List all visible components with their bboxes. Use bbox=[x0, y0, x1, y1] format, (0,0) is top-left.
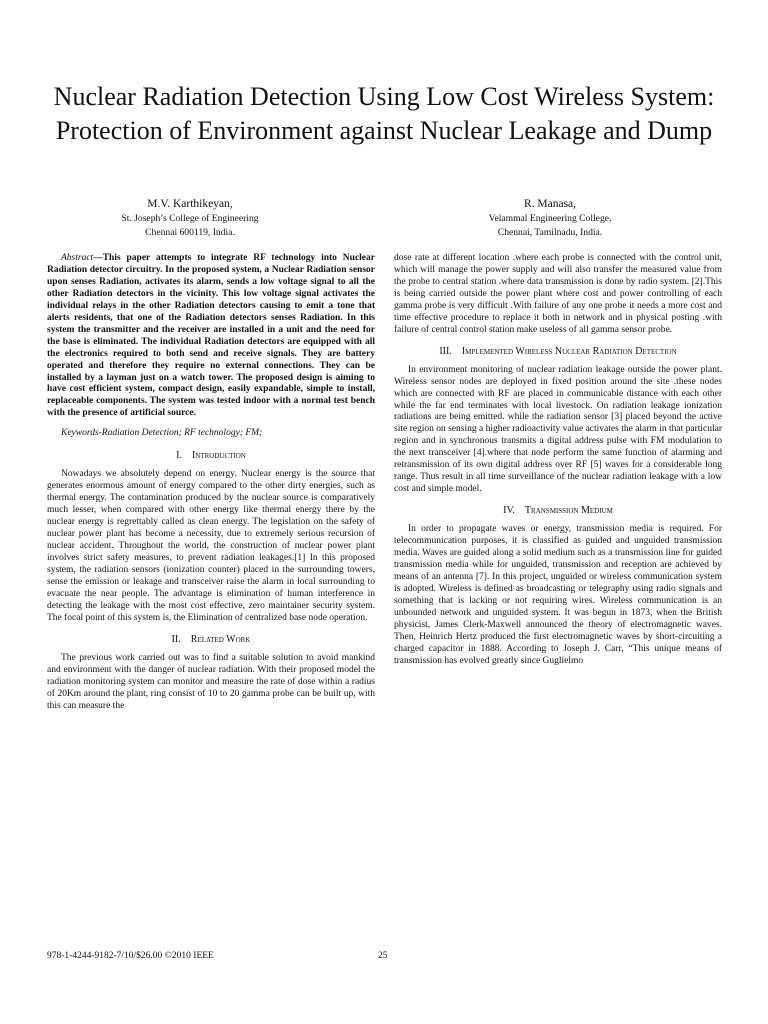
section-number: II. bbox=[171, 633, 181, 645]
section-heading-implemented bbox=[394, 346, 722, 358]
keywords: Keywords-Radiation Detection; RF technology; FM; bbox=[61, 428, 263, 439]
author-affiliation: Velammal Engineering College, bbox=[488, 213, 612, 224]
section-title: Transmission Medium bbox=[524, 505, 613, 517]
paragraph-related-work-continued: dose rate at different location .where each probe is connected with the control unit, which will manage the power supply and will also transfer the measured value from the probe to central station .where data transmission is done by radio system. [2].This is being carried outside the power plant where cost and power controlling of each gamma probe is very difficult .With failure of any one probe it needs a more cost and time effective procedure to replace it both in network and in physical posting .with failure of central control station make useless of all gamma sensor probe. bbox=[394, 253, 722, 335]
section-title: Introduction bbox=[191, 450, 246, 462]
page-number: 25 bbox=[378, 951, 388, 961]
author-2 bbox=[400, 197, 700, 239]
paragraph-introduction: Nowadays we absolutely depend on energy. Nuclear energy is the source that generates enormous amount of energy compared to the other dirty energies, such as thermal energy. The contamination produced by the nuclear source is comparatively much lesser, when compared with other energy like thermal energy there by the nuclear energy is regrettably called as clean energy. The legislation on the safety of nuclear power plant has become a necessity, due to extremely serious recursion of nuclear accident. Throughout the world, the construction of nuclear power plant involves strict safety measures, to prevent radiation leakages.[1] In this proposed system, the radiation sensors (ionization counter) placed in the surrounding towers, sense the emission or leakage and transceiver raise the alarm in local surrounding to evacuate the near people. The advantage is elimination of human interference in detecting the leakage with the most cost effective, zero maintainer security system. The focal point of this system is, the Elimination of centralized base node operation. bbox=[47, 469, 375, 623]
author-1 bbox=[40, 197, 340, 239]
right-column bbox=[394, 253, 722, 674]
author-location: Chennai, Tamilnadu, India. bbox=[497, 226, 603, 238]
section-number: IV. bbox=[503, 505, 515, 517]
abstract-text: —This paper attempts to integrate RF technology into Nuclear Radiation detector circuitry. In the proposed system, a Nuclear Radiation sensor upon senses Radiation, activates its alarm, sends a low voltage signal to all the other Radiation detectors in the vicinity. This low voltage signal activates the individual relays in the other Radiation detectors causing to emit a tone that alerts residents, that one of the Radiation detectors senses Radiation. In this system the transmitter and the receiver are installed in a unit and the need for the base is eliminated. The individual Radiation detectors are equipped with all the electronics required to both send and receive signals. They are battery operated and therefore they require no external connections. They can be installed by a layman just on a watch tower. The proposed design is aiming to have cost efficient system, compact design, easily expandable, simple to install, replaceable components. The system was tested indoor with a normal test bench with the presence of artificial source. bbox=[47, 253, 375, 419]
section-title: Implemented Wireless Nuclear Radiation Detection bbox=[461, 345, 677, 357]
abstract bbox=[47, 253, 375, 420]
author-name: R. Manasa, bbox=[523, 198, 577, 210]
paragraph-implemented: In environment monitoring of nuclear radiation leakage outside the power plant. Wireless sensor nodes are deployed in fixed position around the site .these nodes which are connected with RF are placed in communicable distance with each other while the far end terminates with local livestock. On radiation leakage ionization radiations are being emitted. while the radiation sensor [3] placed beyond the active site region on sensing a higher radioactivity value activates the alarm in that particular region and in synchronous transmits a digital address pulse with FM modulation to the next transceiver [4].where that node perform the same function of alarming and retransmission of its own digital address over RF [5] waves for a considerable long range. Thus result in all time surveillance of the nuclear radiation leakage with a low cost and simple model. bbox=[394, 364, 722, 495]
abstract-label: Abstract bbox=[61, 253, 94, 263]
paper-title: Nuclear Radiation Detection Using Low Cost Wireless System: Protection of Environment against Nuclear Leakage and Dump bbox=[53, 82, 715, 145]
author-name: M.V. Karthikeyan, bbox=[147, 198, 233, 210]
paragraph-related-work: The previous work carried out was to find a suitable solution to avoid mankind and environment with the danger of nuclear radiation. With their proposed model the radiation monitoring system can monitor and measure the rate of dose within a radius of 20Km around the plant, ring consist of 10 to 20 gamma probe can be built up, with this can measure the bbox=[47, 652, 375, 711]
section-number: I. bbox=[176, 450, 182, 462]
author-location: Chennai 600119, India. bbox=[145, 226, 235, 238]
section-title: Related Work bbox=[190, 633, 251, 645]
left-column bbox=[47, 253, 375, 718]
section-number: III. bbox=[439, 345, 452, 357]
section-heading-introduction bbox=[47, 450, 375, 462]
section-heading-related-work bbox=[47, 634, 375, 646]
section-heading-transmission bbox=[394, 505, 722, 517]
paragraph-transmission: In order to propagate waves or energy, transmission media is required. For telecommunication purposes, it is classified as guided and unguided transmission media. Waves are guided along a solid medium such as a transmission line for guided transmission media while for unguided, transmission and reception are achieved by means of an antenna [7]. In this project, unguided or wireless communication system is adopted. Wireless is defined as broadcasting or telegraphy using radio signals and something that is lacking or not requiring wires. Wireless communication is an unbounded network and unguided system. It was begun in 1873, when the British physicist, James Clerk-Maxwell announced the theory of electromagnetic waves. Then, Heinrich Hertz produced the first electromagnetic waves by short-circuiting a charged capacitor in 1888. According to Joseph J. Carr, “This unique means of transmission has evolved greatly since Guglielmo bbox=[394, 524, 722, 666]
footer-isbn: 978-1-4244-9182-7/10/$26.00 ©2010 IEEE bbox=[47, 951, 214, 961]
author-affiliation: St. Joseph’s College of Engineering bbox=[121, 213, 259, 224]
